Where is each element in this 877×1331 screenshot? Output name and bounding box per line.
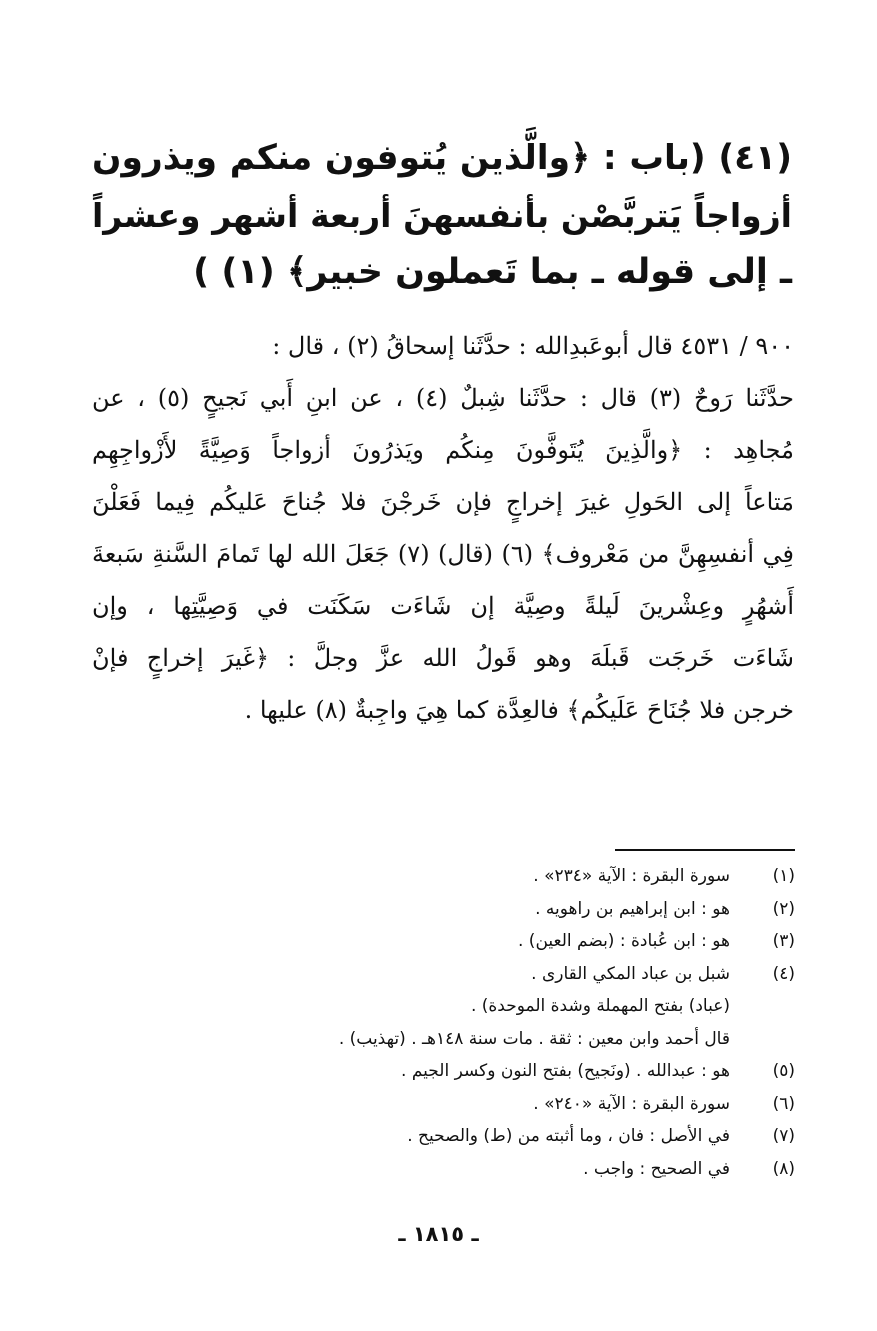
hadith-text bbox=[92, 320, 794, 736]
footnote-item bbox=[175, 958, 795, 991]
hadith-line: خرجن فلا جُنَاحَ عَلَيكُم﴾ فالعِدَّة كما هِيَ واجِبةٌ (٨) عليها . bbox=[244, 696, 794, 724]
footnote-item bbox=[175, 1088, 795, 1121]
chapter-heading bbox=[92, 130, 792, 301]
footnote-item bbox=[175, 925, 795, 958]
footnote-item bbox=[175, 1153, 795, 1186]
footnote-number: (٤) bbox=[772, 963, 795, 984]
hadith-line: فِي أنفسِهِنَّ من مَعْروف﴾ (٦) (قال) (٧) جَعَلَ الله لها تَمامَ السَّنةِ سَبعةَ bbox=[92, 540, 794, 568]
footnote-text: هو : ابن إبراهيم بن راهويه . bbox=[535, 898, 730, 919]
footnote-text: هو : عبدالله . (ونَجيح) بفتح النون وكسر الجيم . bbox=[401, 1061, 730, 1081]
footnote-text: في الصحيح : واجب . bbox=[583, 1158, 730, 1179]
footnote-item bbox=[175, 1120, 795, 1153]
footnote-separator bbox=[615, 849, 795, 851]
footnote-continuation: قال أحمد وابن معين : ثقة . مات سنة ١٤٨هـ . (تهذيب) . bbox=[338, 1028, 730, 1049]
page-number: ـ ١٨١٥ ـ bbox=[398, 1222, 479, 1246]
footnote-text: في الأصل : فان ، وما أثبته من (ط) والصحيح . bbox=[407, 1126, 730, 1146]
chapter-heading-line: ـ إلى قوله ـ بما تَعملون خبير﴾ (١) ) bbox=[193, 252, 792, 292]
footnote-text: سورة البقرة : الآية «٢٣٤» . bbox=[533, 866, 730, 886]
chapter-heading-line: (٤١) (باب : ﴿والَّذين يُتوفون منكم ويذرون bbox=[92, 138, 792, 178]
footnote-item bbox=[175, 893, 795, 926]
footnote-number: (٦) bbox=[772, 1093, 795, 1114]
chapter-heading-line: أزواجاً يَتربَّصْن بأنفسهنَ أربعة أشهر وعشراً bbox=[92, 196, 792, 235]
hadith-line: ٩٠٠ / ٤٥٣١ قال أبوعَبدِالله : حدَّثَنا إسحاقُ (٢) ، قال : bbox=[272, 332, 794, 360]
footnotes bbox=[175, 860, 795, 1185]
footnote-text: هو : ابن عُبادة : (بضم العين) . bbox=[518, 931, 730, 951]
footnote-item bbox=[175, 1055, 795, 1088]
hadith-line: مُجاهِد : ﴿والَّذِينَ يُتَوفَّونَ مِنكُم ويَذرُونَ أزواجاً وَصِيَّةً لأَزْواجِهِم bbox=[92, 436, 794, 464]
footnote-number: (٢) bbox=[772, 898, 795, 919]
footnote-number: (٨) bbox=[772, 1158, 795, 1179]
footnote-text: سورة البقرة : الآية «٢٤٠» . bbox=[533, 1093, 730, 1114]
hadith-line: حدَّثَنا رَوحٌ (٣) قال : حدَّثَنا شِبلٌ (٤) ، عن ابنِ أَبي نَجيحٍ (٥) ، عن bbox=[92, 384, 794, 412]
footnote-continuation: (عباد) بفتح المهملة وشدة الموحدة) . bbox=[470, 996, 730, 1016]
footnote-number: (٣) bbox=[772, 931, 795, 951]
footnote-item bbox=[175, 860, 795, 893]
hadith-line: شَاءَت خَرجَت قَبلَهَ وهو قَولُ الله عزَّ وجلَّ : ﴿غَيرَ إخراجٍ فإنْ bbox=[92, 644, 794, 672]
footnote-number: (٥) bbox=[772, 1061, 795, 1081]
hadith-line: أَشهُرٍ وعِشْرينَ لَيلةً وصِيَّة إن شَاءَت سَكَنَت في وَصِيَّتِها ، وإن bbox=[92, 592, 794, 620]
footnote-text: شبل بن عباد المكي القارى . bbox=[531, 963, 730, 984]
footnote-number: (٧) bbox=[772, 1126, 795, 1146]
hadith-line: مَتاعاً إلى الحَولِ غيرَ إخراجٍ فإن خَرجْنَ فلا جُناحَ عَليكُم فِيما فَعَلْنَ bbox=[92, 488, 794, 516]
footnote-number: (١) bbox=[772, 866, 795, 886]
